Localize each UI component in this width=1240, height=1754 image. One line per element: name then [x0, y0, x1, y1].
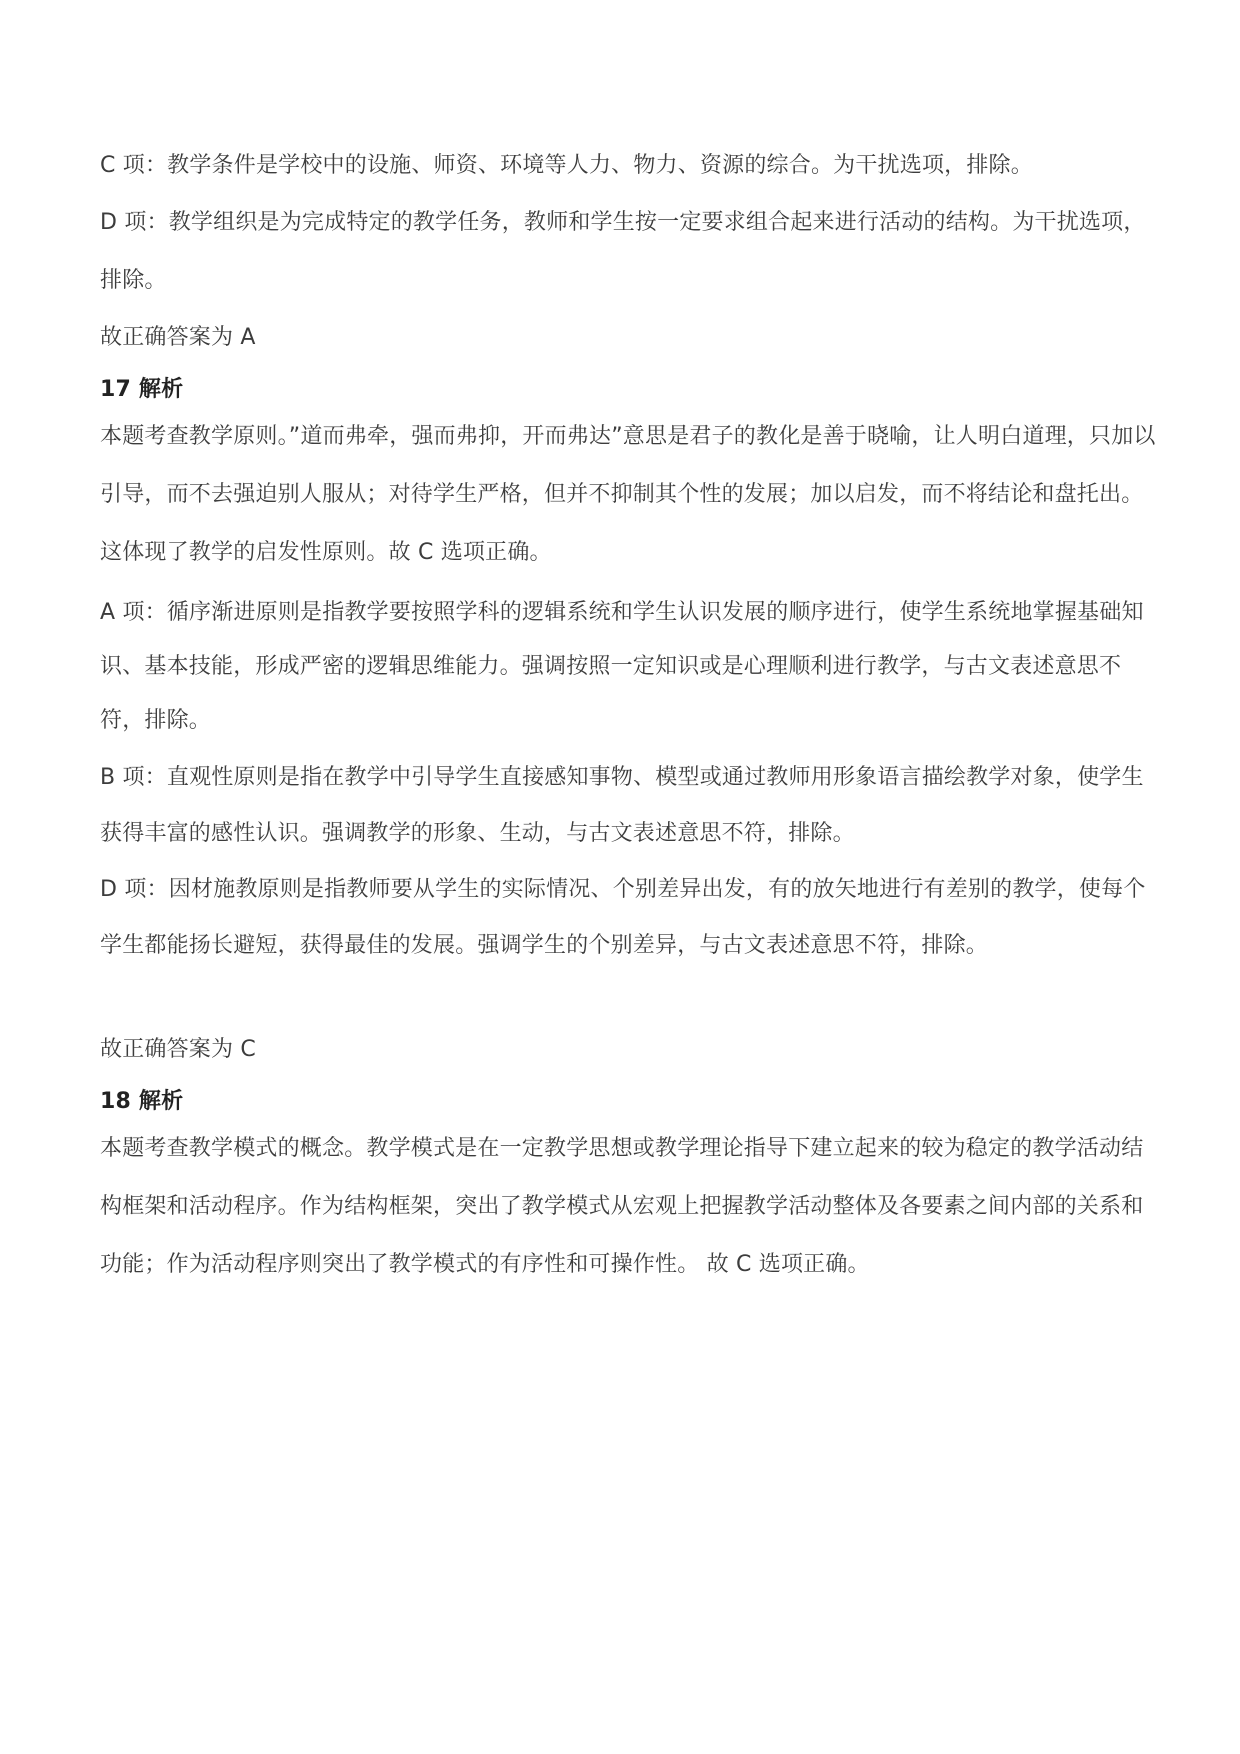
q16-answer-line: 故正确答案为 A — [100, 325, 256, 350]
q17-option-b-paragraph: B 项：直观性原则是指在教学中引导学生直接感知事物、模型或通过教师用形象语言描绘教学对象，使学生获得丰富的感性认识。强调教学的形象、生动，与古文表述意思不符，排除。 — [100, 765, 1144, 846]
q17-intro-paragraph: 本题考查教学原则。”道而弗牵，强而弗抑，开而弗达”意思是君子的教化是善于晓喻，让人明白道理，只加以引导，而不去强迫别人服从；对待学生严格，但并不抑制其个性的发展；加以启发，而不将结论和盘托出。这体现了教学的启发性原则。故 C 选项正确。 — [100, 424, 1156, 565]
q17-option-d-paragraph: D 项：因材施教原则是指教师要从学生的实际情况、个别差异出发，有的放矢地进行有差别的教学，使每个学生都能扬长避短，获得最佳的发展。强调学生的个别差异，与古文表述意思不符，排除。 — [100, 877, 1146, 958]
q16-option-c-paragraph: C 项：教学条件是学校中的设施、师资、环境等人力、物力、资源的综合。为干扰选项，排除。 — [100, 153, 1033, 178]
q17-heading: 17 解析 — [100, 377, 184, 402]
q18-heading: 18 解析 — [100, 1089, 184, 1114]
q16-option-d-paragraph: D 项：教学组织是为完成特定的教学任务，教师和学生按一定要求组合起来进行活动的结构。为干扰选项，排除。 — [100, 210, 1146, 293]
q17-option-a-paragraph: A 项：循序渐进原则是指教学要按照学科的逻辑系统和学生认识发展的顺序进行，使学生系统地掌握基础知识、基本技能，形成严密的逻辑思维能力。强调按照一定知识或是心理顺利进行教学，与古文表述意思不符，排除。 — [100, 600, 1144, 733]
q17-answer-line: 故正确答案为 C — [100, 1037, 256, 1062]
q18-intro-paragraph: 本题考查教学模式的概念。教学模式是在一定教学思想或教学理论指导下建立起来的较为稳定的教学活动结构框架和活动程序。作为结构框架，突出了教学模式从宏观上把握教学活动整体及各要素之间内部的关系和功能；作为活动程序则突出了教学模式的有序性和可操作性。 故 C 选项正确。 — [100, 1136, 1144, 1277]
